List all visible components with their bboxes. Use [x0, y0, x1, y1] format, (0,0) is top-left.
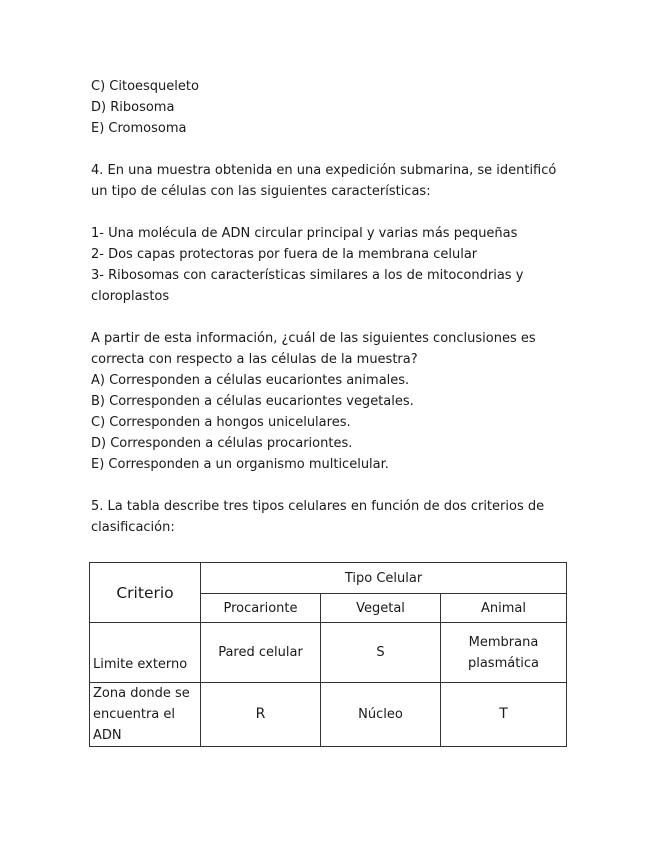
q4-feature: 2- Dos capas protectoras por fuera de la membrana celular — [91, 247, 478, 262]
q4-feature: 3- Ribosomas con características similares a los de mitocondrias y — [91, 268, 524, 283]
type-header-vegetal: Vegetal — [321, 594, 441, 623]
option-e-prev: E) Cromosoma — [91, 121, 187, 136]
document-body — [91, 76, 571, 538]
q4-question-line: correcta con respecto a las células de la muestra? — [91, 352, 418, 367]
cell-s: S — [321, 623, 441, 683]
q4-question-line: A partir de esta información, ¿cuál de las siguientes conclusiones es — [91, 331, 536, 346]
q4-option-b: B) Corresponden a células eucariontes vegetales. — [91, 394, 414, 409]
cell-membrana-plasmatica: Membrana plasmática — [441, 623, 567, 683]
row-label-zona-adn: Zona donde se encuentra el ADN — [90, 683, 201, 747]
cell-t: T — [441, 683, 567, 747]
tipo-celular-header: Tipo Celular — [201, 563, 567, 594]
row-label-limite-externo: Limite externo — [90, 623, 201, 683]
q4-stem-line: 4. En una muestra obtenida en una expedición submarina, se identificó — [91, 163, 557, 178]
q4-stem-line: un tipo de células con las siguientes características: — [91, 184, 431, 199]
q5-stem-line: 5. La tabla describe tres tipos celulares en función de dos criterios de — [91, 499, 545, 514]
cell-nucleo: Núcleo — [321, 683, 441, 747]
q4-feature: 1- Una molécula de ADN circular principal y varias más pequeñas — [91, 226, 518, 241]
q4-option-a: A) Corresponden a células eucariontes animales. — [91, 373, 410, 388]
cell-pared-celular: Pared celular — [201, 623, 321, 683]
q4-feature: cloroplastos — [91, 289, 170, 304]
q5-stem-line: clasificación: — [91, 520, 175, 535]
cell-type-table — [89, 562, 567, 747]
type-header-animal: Animal — [441, 594, 567, 623]
cell-r: R — [201, 683, 321, 747]
criterio-header: Criterio — [90, 563, 201, 623]
q4-option-e: E) Corresponden a un organismo multicelular. — [91, 457, 389, 472]
option-d-prev: D) Ribosoma — [91, 100, 175, 115]
q4-option-c: C) Corresponden a hongos unicelulares. — [91, 415, 351, 430]
option-c-prev: C) Citoesqueleto — [91, 79, 199, 94]
type-header-procarionte: Procarionte — [201, 594, 321, 623]
q4-option-d: D) Corresponden a células procariontes. — [91, 436, 353, 451]
